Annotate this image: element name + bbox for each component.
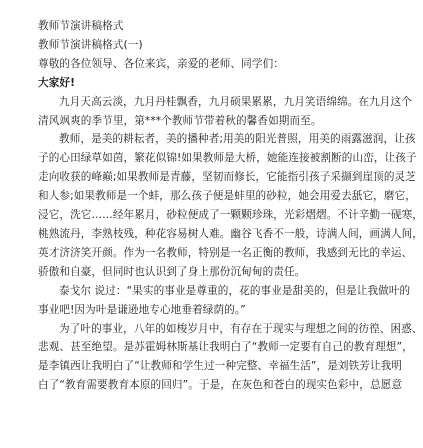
paragraph-line: 九月天高云淡，九月丹桂飘香，九月硕果累累，九月笑语绵绵。在九月这个 [59,95,412,108]
document-title: 教师节演讲稿格式 [38,20,124,32]
paragraph-line: 教师，是美的耕耘者，美的播种者;用美的阳光普照，用美的雨露滋润，让孩 [59,133,416,146]
paragraph-line: 走向收获的峰巅;如果教师是青藤，坚韧而修长，它能指引孩子采撷到崖顶的灵芝 [38,171,416,184]
paragraph-line: 白了“教育需要教育本原的回归”。于是，在灰色和苍白的现实色彩中，总愿意 [38,379,403,392]
salutation: 尊敬的各位领导、各位来宾，亲爱的老师、同学们： [38,57,284,70]
paragraph-line: 清风飒爽的季节里，第***个教师节带着秋的馨香如期而至。 [38,114,322,127]
paragraph-line: 事业吧!因为叶是谦逊地专心地垂着绿荫的。” [38,303,246,316]
paragraph-line: 子的心田绿草如茵，繁花似锦!如果教师是大桥，她能连接被割断的山峦，让孩子 [38,152,417,165]
paragraph-line: 悲观、甚至绝望。是苏霍姆林斯基让我明白了“教师一定要有自己的教育理想”， [38,341,413,354]
paragraph-line: 是李镇西让我明白了“让教师和学生过一种完整、幸福生活”，是刘铁芳让我明 [38,360,403,373]
paragraph-line: 和人参;如果教师是一个蚌，那么孩子便是蚌里的砂粒，她会用爱去舐它，磨它， [38,190,416,203]
paragraph-line: 英才济济笑开颜。作为一名教师，特别是一名正衡的教师，我感到无比的幸运、 [38,246,413,259]
paragraph-line: 骄傲和自豪，但同时也认识到了身上那份沉甸甸的责任。 [38,265,306,278]
paragraph-line: 浸它，洗它……经年累月，砂粒便成了一颗颗珍珠，光彩熠熠。不计辛勤一砚寒， [38,209,423,222]
greeting: 大家好! [38,76,76,89]
paragraph-line: 为了叶的事业，八年的如梭岁月中，有存在于现实与理想之间的彷徨、困惑、 [59,322,423,335]
document-subtitle: 教师节演讲稿格式(一) [38,38,143,51]
paragraph-line: 泰戈尔 说过：“果实的事业是尊重的，花的事业是甜美的，但是让我做叶的 [59,284,411,297]
paragraph-line: 桃熟流丹，李熟枝残，种花容易树人难。幽谷飞香不一般，诗满人间，画满人间， [38,227,423,240]
